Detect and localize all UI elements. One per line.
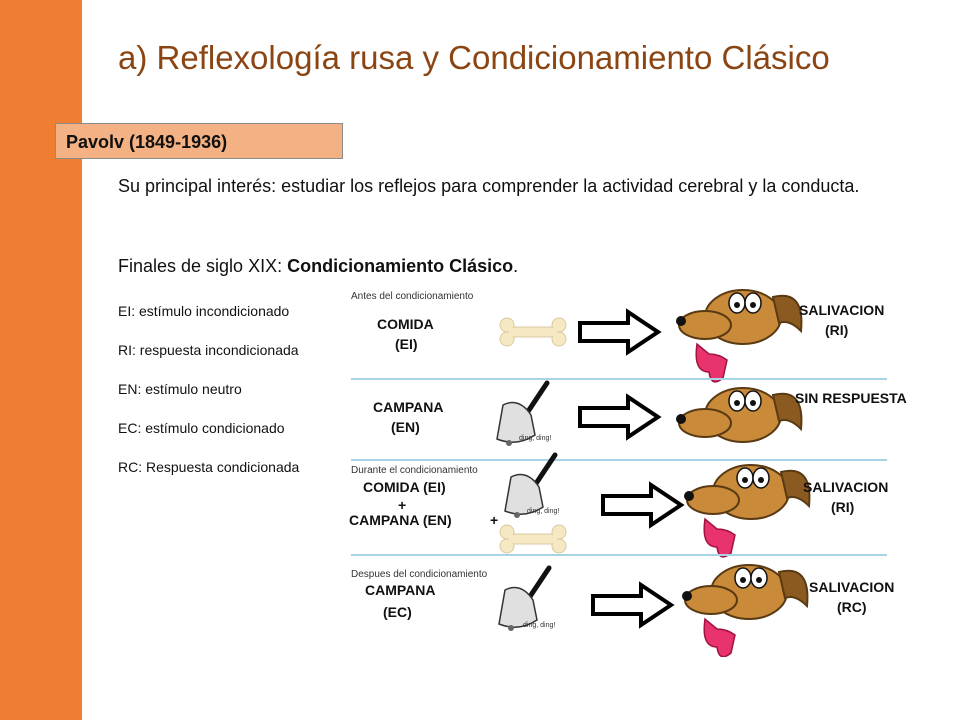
legend-item: EI: estímulo incondicionado — [118, 303, 290, 319]
paragraph-interest: Su principal interés: estudiar los reflejos para comprender la actividad cerebral y la conducta. — [118, 176, 860, 196]
slide-title: a) Reflexología rusa y Condicionamiento Clásico — [118, 39, 830, 76]
phase2-result: SIN RESPUESTA — [795, 390, 907, 406]
tongue-icon — [704, 619, 735, 657]
phase4-label-a: CAMPANA — [365, 582, 436, 598]
dog-icon — [684, 465, 809, 519]
bone-icon — [500, 525, 566, 553]
dog-icon — [682, 565, 807, 619]
legend-item: EC: estímulo condicionado — [118, 420, 285, 436]
pavlov-label-box: Pavolv (1849-1936) — [55, 123, 343, 159]
phase1-result-a: SALIVACION — [799, 302, 885, 318]
bell-text: ding, ding! — [527, 508, 560, 515]
tongue-icon — [704, 519, 735, 557]
paragraph-conditioning — [118, 250, 518, 282]
phase3-result-a: SALIVACION — [803, 479, 889, 495]
legend-item: RI: respuesta incondicionada — [118, 342, 299, 358]
arrow-icon — [603, 485, 681, 525]
paragraph-bold: Condicionamiento Clásico — [287, 256, 514, 276]
abbreviation-legend — [118, 301, 299, 496]
phase2-label-b: (EN) — [391, 419, 420, 435]
phase3-plus-2: + — [490, 512, 499, 528]
phase1-label-b: (EI) — [395, 336, 418, 352]
phase3-header: Durante el condicionamiento — [351, 465, 478, 476]
phase4-result-a: SALIVACION — [809, 579, 895, 595]
phase4-header: Despues del condicionamiento — [351, 569, 488, 580]
bone-icon — [500, 318, 566, 346]
arrow-icon — [593, 585, 671, 625]
phase3-label-a: COMIDA (EI) — [363, 479, 446, 495]
accent-sidebar — [0, 0, 82, 720]
phase1-label-a: COMIDA — [377, 316, 434, 332]
phase1-header: Antes del condicionamiento — [351, 291, 474, 302]
phase4-result-b: (RC) — [837, 599, 867, 615]
arrow-icon — [580, 312, 658, 352]
phase2-label-a: CAMPANA — [373, 399, 444, 415]
legend-item: RC: Respuesta condicionada — [118, 459, 300, 475]
tongue-icon — [696, 344, 727, 382]
phase3-plus: + — [398, 497, 407, 513]
paragraph-prefix: Finales de siglo XIX: — [118, 256, 288, 276]
dog-icon — [676, 388, 801, 442]
conditioning-diagram — [343, 287, 923, 657]
phase4-label-b: (EC) — [383, 604, 412, 620]
phase3-label-b: CAMPANA (EN) — [349, 512, 452, 528]
phase3-result-b: (RI) — [831, 499, 855, 515]
phase1-result-b: (RI) — [825, 322, 849, 338]
dog-icon — [676, 290, 801, 344]
bell-text: ding, ding! — [523, 622, 556, 629]
legend-item: EN: estímulo neutro — [118, 381, 242, 397]
paragraph-suffix: . — [513, 256, 519, 276]
bell-text: ding, ding! — [519, 435, 552, 442]
arrow-icon — [580, 397, 658, 437]
